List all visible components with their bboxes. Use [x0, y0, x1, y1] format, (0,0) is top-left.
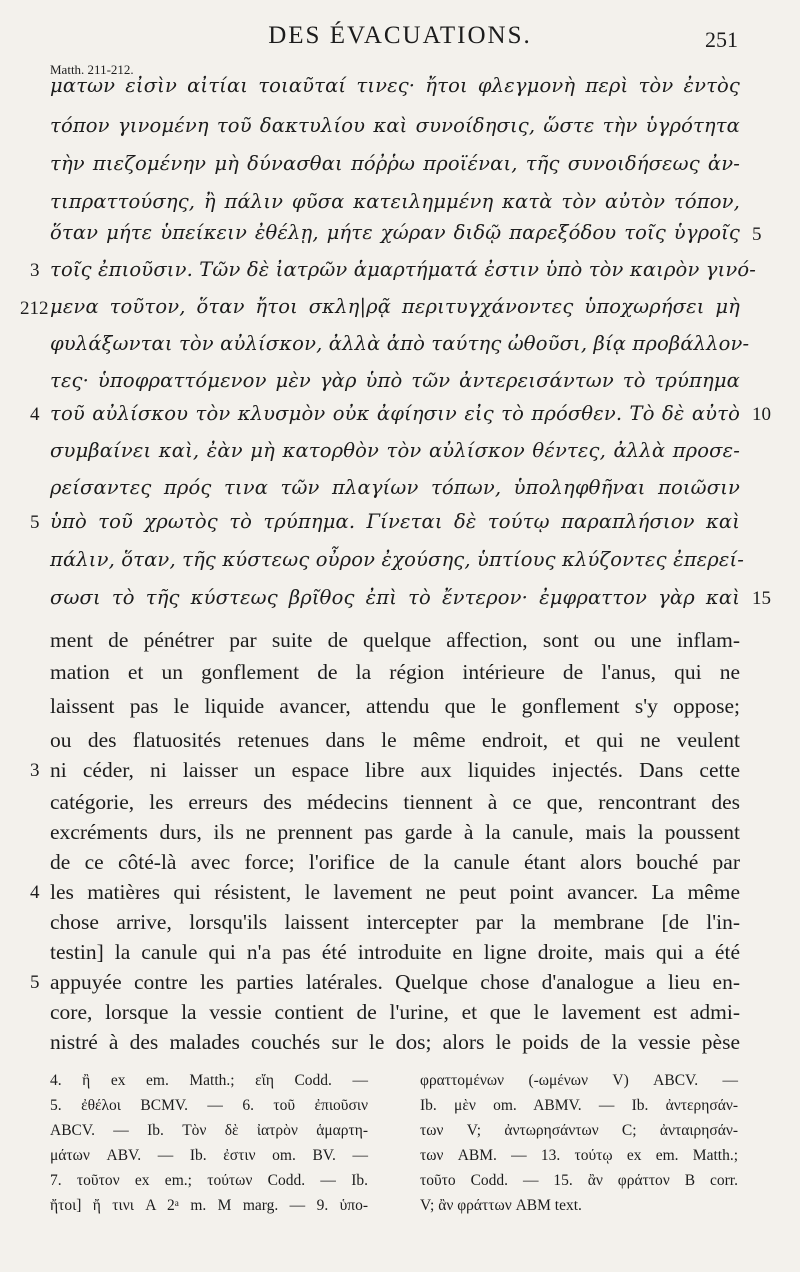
greek-line: φυλάξωνται τὸν αὐλίσκον, ἀλλὰ ἀπὸ ταύτης ὠθοῦσι, βίᾳ προβάλλον- — [50, 332, 750, 355]
greek-line: ὑπὸ τοῦ χρωτὸς τὸ τρύπημα. Γίνεται δὲ τούτῳ παραπλήσιον καὶ — [50, 510, 740, 533]
note-line: 4. ἢ ex em. Matth.; εἴη Codd. — — [50, 1072, 368, 1089]
french-margin-number: 3 — [30, 760, 40, 781]
greek-margin-number: 4 — [30, 404, 40, 425]
note-line: των ABM. — 13. τούτῳ ex em. Matth.; — [420, 1147, 738, 1164]
greek-margin-number: 3 — [30, 260, 40, 281]
french-line: ment de pénétrer par suite de quelque affection, sont ou une inflam- — [50, 628, 740, 652]
french-line: appuyée contre les parties latérales. Quelque chose d'analogue a lieu en- — [50, 970, 740, 994]
greek-line: ματων εἰσὶν αἰτίαι τοιαῦταί τινες· ἤτοι φλεγμονὴ περὶ τὸν ἐντὸς — [50, 74, 740, 97]
greek-line: τόπον γινομένη τοῦ δακτυλίου καὶ συνοίδησις, ὥστε τὴν ὑγρότητα — [50, 114, 740, 137]
page-number: 251 — [705, 27, 738, 52]
note-line: ἤτοι] ἤ τινι A 2ᵃ m. M marg. — 9. ὑπο- — [50, 1197, 368, 1214]
edition-reference: Matth. 211-212. — [50, 62, 134, 77]
greek-line: πάλιν, ὅταν, τῆς κύστεως οὖρον ἐχούσης, ὑπτίους κλύζοντες ἐπερεί- — [50, 548, 745, 571]
greek-line: τοῦ αὐλίσκου τὸν κλυσμὸν οὐκ ἀφίησιν εἰς τὸ πρόσθεν. Τὸ δὲ αὐτὸ — [50, 402, 740, 425]
greek-margin-number: 212 — [20, 298, 49, 319]
french-margin-number: 4 — [30, 882, 40, 903]
note-line: 7. τοῦτον ex em.; τούτων Codd. — Ib. — [50, 1172, 368, 1189]
french-line: catégorie, les erreurs des médecins tiennent à ce que, rencontrant des — [50, 790, 740, 814]
notes-column-left — [50, 1068, 368, 1218]
greek-line: τοῖς ἐπιοῦσιν. Τῶν δὲ ἰατρῶν ἁμαρτήματά ἐστιν ὑπὸ τὸν καιρὸν γινό- — [50, 258, 757, 281]
greek-line: σωσι τὸ τῆς κύστεως βρῖθος ἐπὶ τὸ ἔντερον· ἐμφραττον γὰρ καὶ — [50, 586, 740, 609]
french-line: les matières qui résistent, le lavement ne peut point avancer. La même — [50, 880, 740, 904]
french-line: core, lorsque la vessie contient de l'urine, et que le lavement est admi- — [50, 1000, 740, 1024]
greek-line: τιπραττούσης, ἢ πάλιν φῦσα κατειλημμένη κατὰ τὸν αὐτὸν τόπον, — [50, 190, 740, 213]
french-line: excréments durs, ils ne prennent pas garde à la canule, mais la poussent — [50, 820, 740, 844]
running-head-title: DES ÉVACUATIONS. — [268, 22, 532, 49]
greek-margin-number: 5 — [30, 512, 40, 533]
greek-line: ὅταν μήτε ὑπείκειν ἐθέλῃ, μήτε χώραν διδῷ παρεξόδου τοῖς ὑγροῖς — [50, 221, 740, 244]
french-line: mation et un gonflement de la région intérieure de l'anus, qui ne — [50, 660, 740, 684]
french-margin-number: 5 — [30, 972, 40, 993]
notes-column-right — [420, 1068, 738, 1218]
french-line: nistré à des malades couchés sur le dos; alors le poids de la vessie pèse — [50, 1030, 740, 1054]
french-line: ou des flatuosités retenues dans le même endroit, et qui ne veulent — [50, 728, 740, 752]
french-line: ni céder, ni laisser un espace libre aux liquides injectés. Dans cette — [50, 758, 740, 782]
note-line: 5. ἐθέλοι BCMV. — 6. τοῦ ἐπιοῦσιν — [50, 1097, 368, 1114]
french-line: chose arrive, lorsqu'ils laissent intercepter par la membrane [de l'in- — [50, 910, 740, 934]
french-line: de ce côté-là avec force; l'orifice de la canule étant alors bouché par — [50, 850, 740, 874]
french-line: laissent pas le liquide avancer, attendu que le gonflement s'y oppose; — [50, 694, 740, 718]
greek-line-number: 15 — [752, 588, 771, 609]
french-line: testin] la canule qui n'a pas été introduite en ligne droite, mais qui a été — [50, 940, 740, 964]
greek-line: τες· ὑποφραττόμενον μὲν γὰρ ὑπὸ τῶν ἀντερεισάντων τὸ τρύπημα — [50, 369, 740, 392]
greek-line-number: 10 — [752, 404, 771, 425]
note-line: V; ἂν φράττων ABM text. — [420, 1197, 582, 1214]
greek-line-number: 5 — [752, 224, 762, 245]
note-line: Ib. μὲν om. ABMV. — Ib. ἀντερησάν- — [420, 1097, 738, 1114]
greek-line: ρείσαντες πρός τινα τῶν πλαγίων τόπων, ὑποληφθῆναι ποιῶσιν — [50, 476, 740, 499]
note-line: μάτων ABV. — Ib. ἐστιν om. BV. — — [50, 1147, 368, 1164]
note-line: φραττομένων (-ωμένων V) ABCV. — — [420, 1072, 738, 1089]
note-line: των V; ἀντωρησάντων C; ἀνταιρησάν- — [420, 1122, 738, 1139]
greek-line: μενα τοῦτον, ὅταν ἤτοι σκλη|ρᾷ περιτυγχάνοντες ὑποχωρήσει μὴ — [50, 295, 740, 318]
note-line: τοῦτο Codd. — 15. ἂν φράττον B corr. — [420, 1172, 738, 1189]
greek-line: συμβαίνει καὶ, ἐὰν μὴ κατορθὸν τὸν αὐλίσκον θέντες, ἀλλὰ προσε- — [50, 439, 740, 462]
greek-line: τὴν πιεζομένην μὴ δύνασθαι πόῤῥω προϊέναι, τῆς συνοιδήσεως ἀν- — [50, 152, 740, 175]
note-line: ABCV. — Ib. Τὸν δὲ ἰατρὸν ἁμαρτη- — [50, 1122, 368, 1139]
